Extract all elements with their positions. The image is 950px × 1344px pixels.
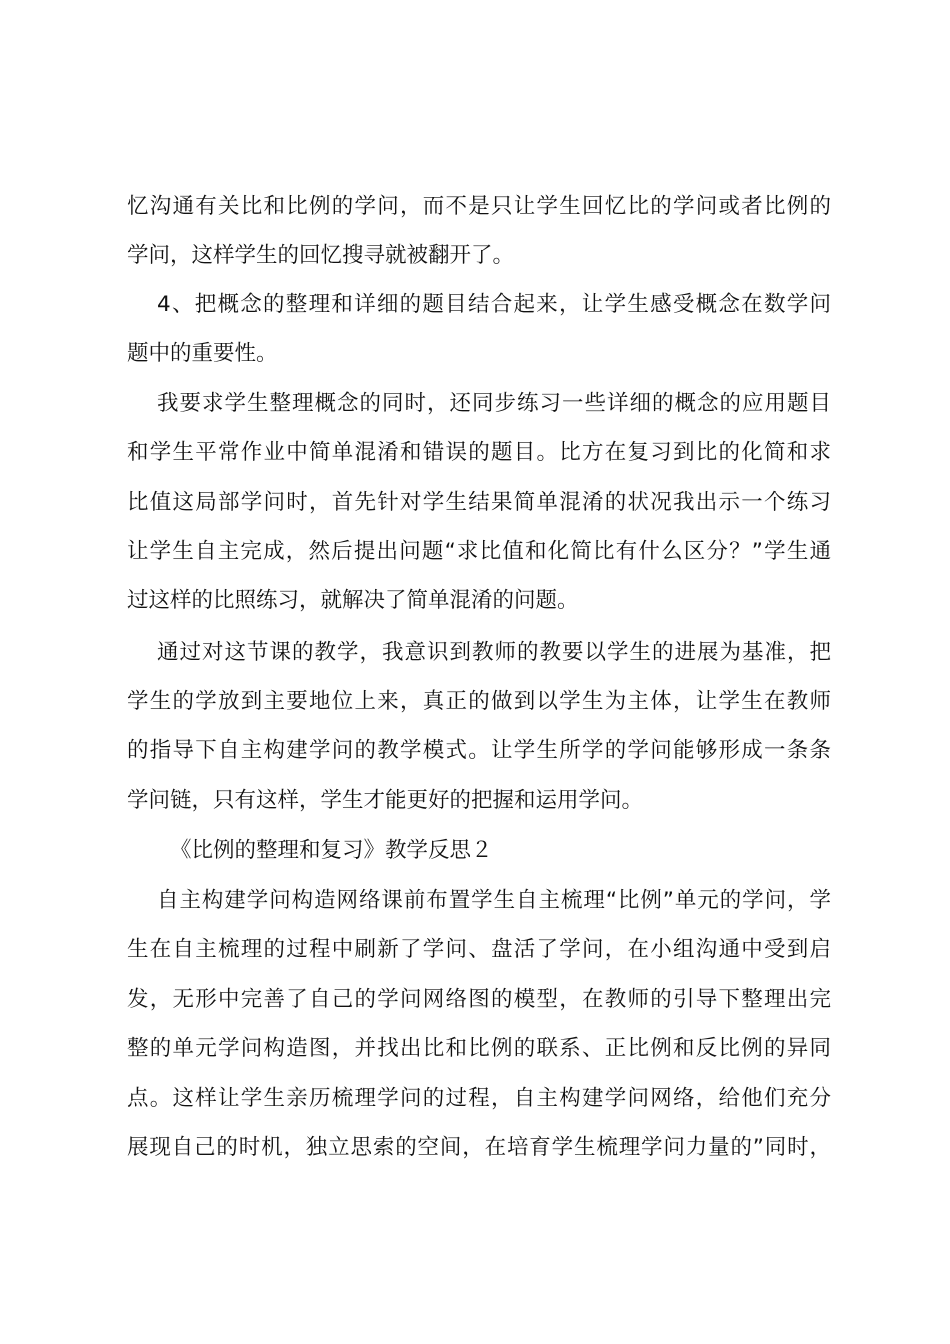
paragraph-line: 学问，这样学生的回忆搜寻就被翻开了。 — [127, 243, 515, 268]
paragraph-line: 发，无形中完善了自己的学问网络图的模型，在教师的引导下整理出完 — [127, 987, 831, 1012]
paragraph-line: 比值这局部学问时，首先针对学生结果简单混淆的状况我出示一个练习 — [127, 490, 831, 515]
paragraph-line: 学问链，只有这样，学生才能更好的把握和运用学问。 — [127, 788, 644, 813]
paragraph-line: 过这样的比照练习，就解决了简单混淆的问题。 — [127, 588, 579, 613]
paragraph-line: 和学生平常作业中简单混淆和错误的题目。比方在复习到比的化简和求 — [127, 440, 831, 465]
paragraph-line: 展现自己的时机，独立思索的空间，在培育学生梳理学问力量的”同时， — [127, 1135, 831, 1160]
section-heading: 《比例的整理和复习》教学反思２ — [170, 838, 493, 863]
paragraph-line: 整的单元学问构造图，并找出比和比例的联系、正比例和反比例的异同 — [127, 1036, 831, 1061]
paragraph-line: 生在自主梳理的过程中刷新了学问、盘活了学问，在小组沟通中受到启 — [127, 937, 831, 962]
paragraph-line: 我要求学生整理概念的同时，还同步练习一些详细的概念的应用题目 — [157, 391, 831, 416]
paragraph-line: 题中的重要性。 — [127, 341, 278, 366]
paragraph-line: 通过对这节课的教学，我意识到教师的教要以学生的进展为基准，把 — [157, 640, 831, 665]
paragraph-line: 忆沟通有关比和比例的学问，而不是只让学生回忆比的学问或者比例的 — [127, 194, 831, 219]
paragraph-line: 自主构建学问构造网络课前布置学生自主梳理“比例”单元的学问，学 — [157, 888, 831, 913]
paragraph-line: 让学生自主完成，然后提出问题“求比值和化简比有什么区分？”学生通 — [127, 539, 831, 564]
paragraph-line: 点。这样让学生亲历梳理学问的过程，自主构建学问网络，给他们充分 — [127, 1086, 831, 1111]
paragraph-line: 4、把概念的整理和详细的题目结合起来，让学生感受概念在数学问 — [157, 292, 831, 317]
paragraph-line: 学生的学放到主要地位上来，真正的做到以学生为主体，让学生在教师 — [127, 689, 831, 714]
paragraph-line: 的指导下自主构建学问的教学模式。让学生所学的学问能够形成一条条 — [127, 738, 831, 763]
